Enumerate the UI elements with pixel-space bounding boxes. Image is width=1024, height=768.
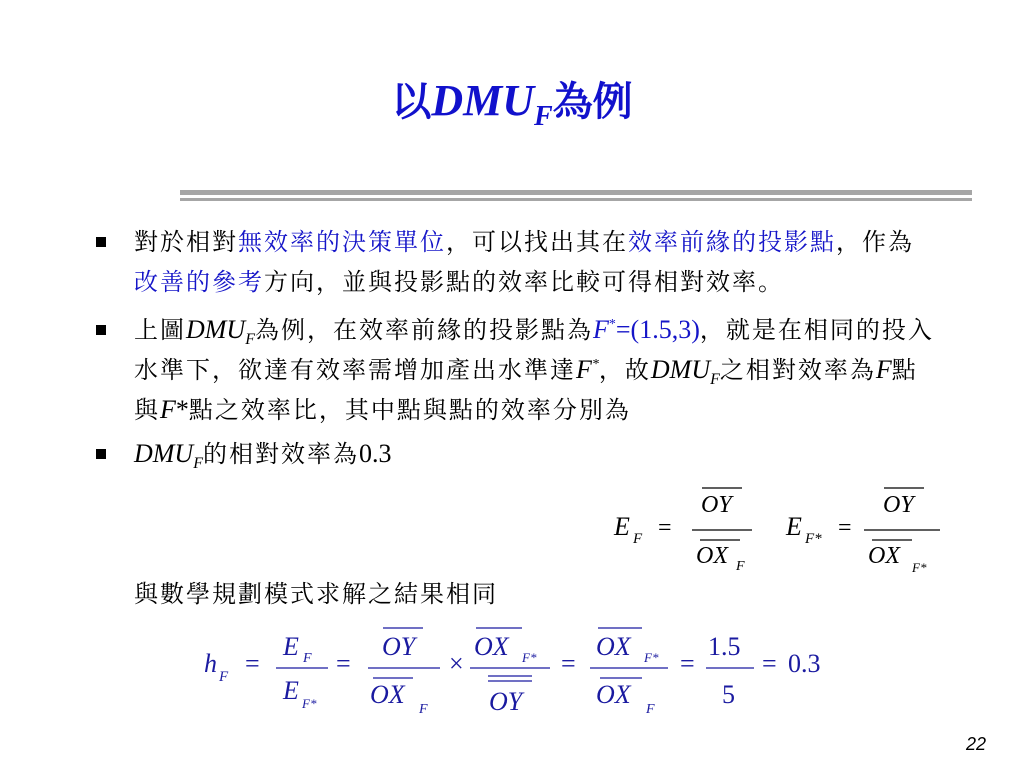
formula-equals: =	[245, 649, 260, 678]
bullet-1: 對於相對無效率的決策單位，可以找出其在效率前緣的投影點，作為改善的參考方向，並與投影點的效率比較可得相對效率。	[96, 222, 936, 302]
title-suffix: 為例	[552, 78, 633, 125]
bullet-2: 上圖$DMU_F$為例，在效率前緣的投影點為F*=(1.5,3)，就是在相同的投入水準下，欲達有效率需增加產出水準達F*，故$DMU_F$之相對效率為F點與F*點之效率比，其中點與點的效率分別為	[96, 310, 936, 430]
formula-subscript: F	[633, 531, 643, 547]
formula-subscript: F*	[805, 531, 822, 547]
title-prefix: 以	[391, 78, 432, 125]
formula-denominator: OX	[370, 680, 405, 709]
continuation-text: 與數學規劃模式求解之結果相同	[134, 580, 498, 608]
formula-denominator: OX	[696, 543, 728, 569]
formula-denominator: 5	[722, 680, 735, 709]
formula-numerator: E	[283, 632, 299, 661]
dmu-f-label: $DMU_F$	[186, 315, 255, 348]
formula-h-f	[204, 628, 821, 717]
formula-numerator: OY	[701, 492, 732, 518]
title-dmu: $DMU_F$	[431, 76, 553, 132]
f-label: F	[875, 355, 892, 384]
formula-numerator: OX	[474, 632, 509, 661]
formula-times: ×	[449, 649, 464, 678]
dmu-f-label: $DMU_F$	[650, 355, 720, 388]
highlight-improvement-reference: 改善的參考	[134, 268, 264, 296]
formula-numerator: 1.5	[708, 632, 741, 661]
formula-denominator: E	[283, 676, 299, 705]
formula-subscript: F	[419, 702, 428, 717]
formula-subscript: F*	[644, 650, 659, 665]
page-number: 22	[965, 734, 986, 754]
formula-efficiency-fstar	[785, 488, 940, 575]
formula-equals: =	[561, 649, 576, 678]
highlight-inefficient-dmu: 無效率的決策單位	[238, 228, 446, 256]
formula-denominator: OX	[596, 680, 631, 709]
formula-subscript: F*	[302, 696, 317, 711]
formula-denominator: OX	[868, 543, 900, 569]
formula-numerator: OX	[596, 632, 631, 661]
formula-symbol: h	[204, 649, 217, 678]
formula-subscript: F	[646, 702, 655, 717]
formula-subscript: F	[303, 651, 312, 666]
formula-equals: =	[336, 649, 351, 678]
f-star-label: F*	[160, 395, 189, 424]
formula-subscript: F*	[912, 560, 927, 575]
formula-numerator: OY	[382, 632, 416, 661]
relative-efficiency-value: 0.3	[359, 439, 392, 468]
highlight-frontier-projection: 效率前緣的投影點	[628, 228, 836, 256]
formula-denominator: OY	[489, 687, 523, 716]
formula-subscript: F	[219, 669, 229, 685]
formula-equals: =	[680, 649, 695, 678]
projection-point: F*=(1.5,3)	[593, 315, 700, 344]
formula-symbol: E	[614, 512, 630, 541]
f-star-label: F*	[576, 355, 599, 384]
formula-efficiency-f	[613, 488, 752, 574]
formula-numerator: OY	[883, 492, 914, 518]
bullet-3: $DMU_F$的相對效率為0.3	[96, 434, 936, 474]
formula-equals: =	[658, 515, 672, 541]
formula-result: 0.3	[788, 649, 821, 678]
formula-subscript: F*	[522, 650, 537, 665]
formula-equals: =	[838, 515, 852, 541]
formula-equals: =	[762, 649, 777, 678]
dmu-f-label: $DMU_F$	[134, 439, 203, 472]
formula-subscript: F	[736, 559, 745, 574]
formula-symbol: E	[786, 512, 802, 541]
